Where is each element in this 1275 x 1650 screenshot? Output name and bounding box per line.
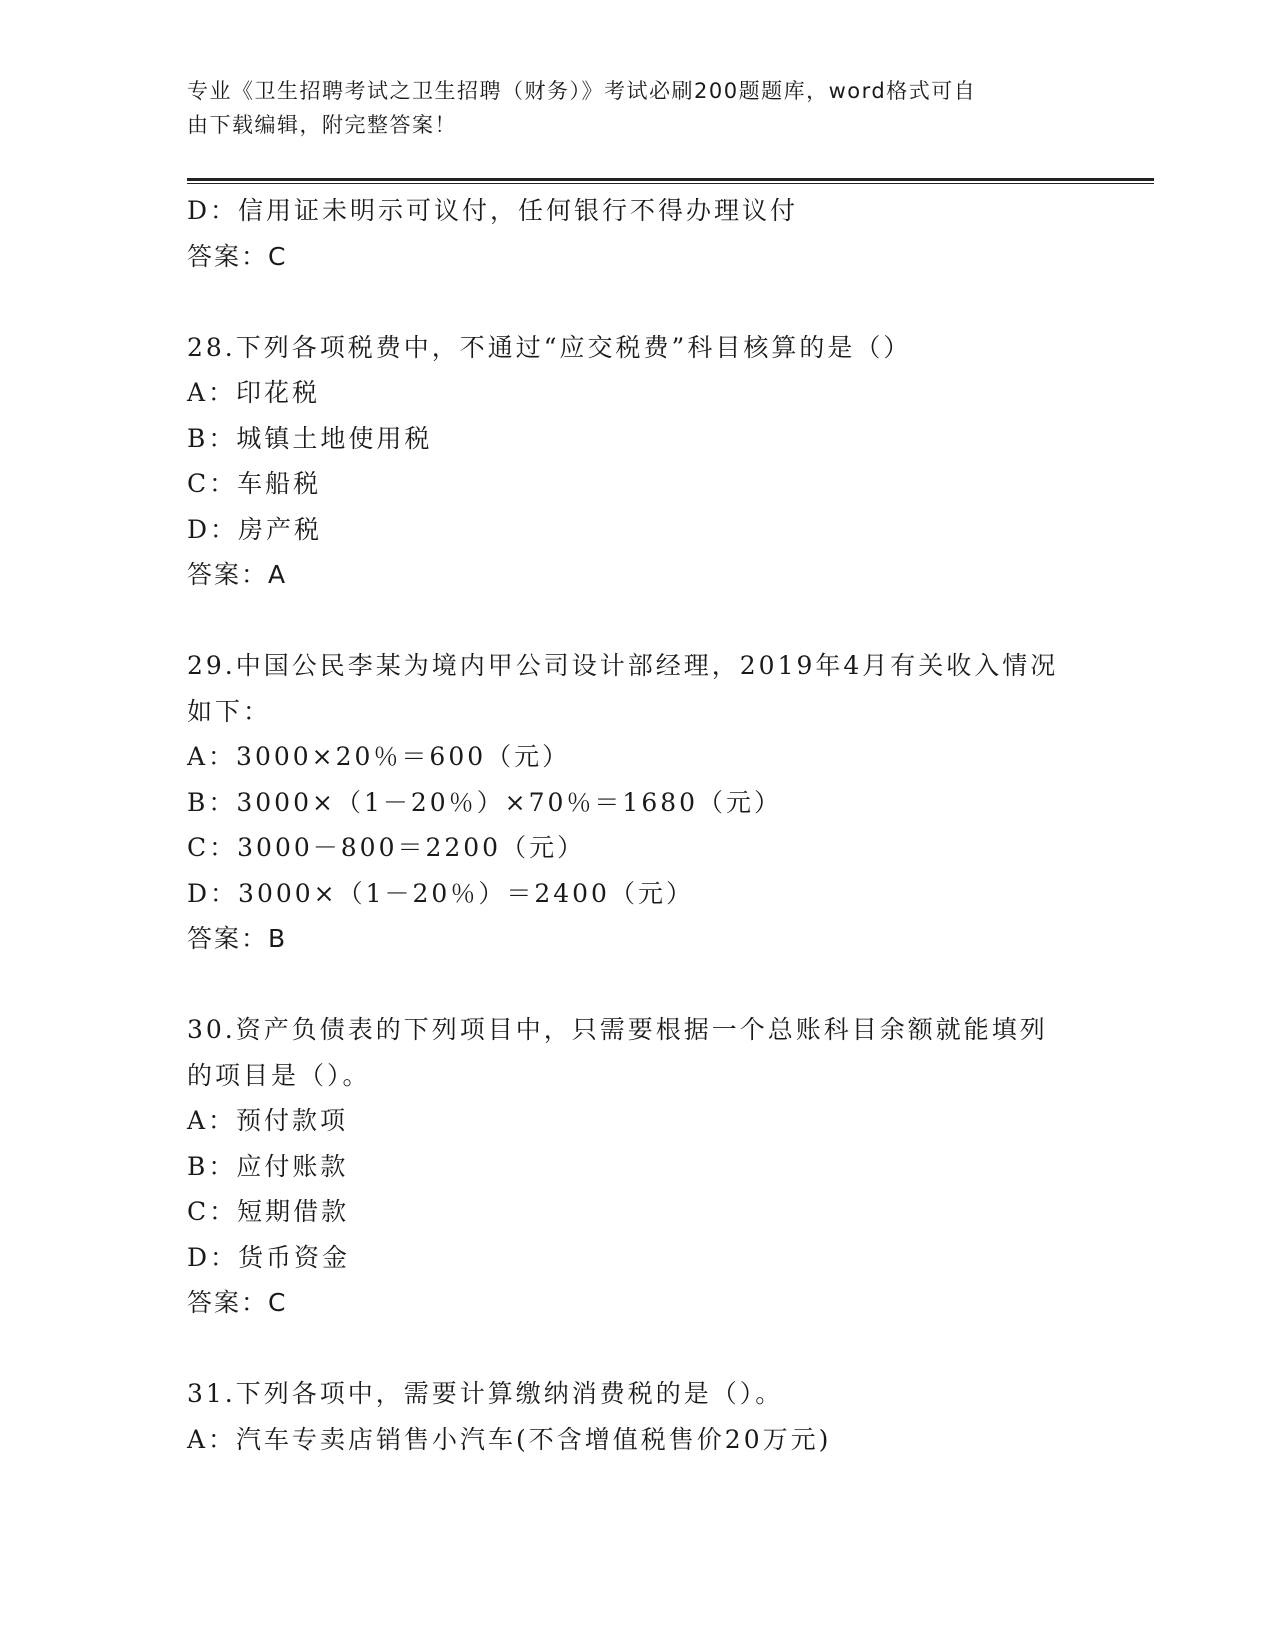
answer-key: 答案：C [187,1288,288,1317]
answer-key: 答案：A [187,560,288,589]
answer-option: A：汽车专卖店销售小汽车(不含增值税售价20万元) [187,1424,832,1454]
answer-option: D：货币资金 [187,1242,351,1272]
spacer [187,598,1087,644]
answer-option: C：3000－800＝2200（元） [187,833,586,862]
header-line-2: 由下载编辑，附完整答案！ [187,113,457,137]
header-line-1: 专业《卫生招聘考试之卫生招聘（财务）》考试必刷200题题库，word格式可自 [187,79,977,103]
answer-option: C：短期借款 [187,1197,350,1226]
question-list [187,325,1087,1463]
question-stem: 29.中国公民李某为境内甲公司设计部经理，2019年4月有关收入情况 [187,651,1059,680]
spacer [187,962,1087,1008]
spacer [187,1326,1087,1372]
question-block [187,1007,1087,1371]
question-stem: 28.下列各项税费中，不通过“应交税费”科目核算的是（） [187,332,912,362]
answer-option: A：印花税 [187,378,321,407]
answer-option: C：车船税 [187,469,322,498]
answer-option: B：城镇土地使用税 [187,423,433,453]
prev-answer: 答案：C [187,241,288,271]
answer-option: B：应付账款 [187,1151,349,1181]
page-header [187,74,1087,142]
answer-key: 答案：B [187,924,288,953]
prev-option-d: D：信用证未明示可议付，任何银行不得办理议付 [187,196,799,225]
question-stem: 的项目是（）。 [187,1060,371,1090]
document-body [187,188,1087,1462]
question-stem: 如下： [187,696,272,726]
question-block [187,1371,1087,1462]
spacer [187,279,1087,325]
question-stem: 30.资产负债表的下列项目中，只需要根据一个总账科目余额就能填列 [187,1015,1048,1044]
question-block [187,643,1087,1007]
question-stem: 31.下列各项中，需要计算缴纳消费税的是（）。 [187,1379,784,1408]
answer-option: A：预付款项 [187,1106,349,1135]
answer-option: D：房产税 [187,514,323,544]
answer-option: D：3000×（1－20％）＝2400（元） [187,878,694,908]
question-block [187,325,1087,644]
answer-option: A：3000×20％＝600（元） [187,742,571,771]
header-divider [187,178,1154,184]
answer-option: B：3000×（1－20％）×70％＝1680（元） [187,787,783,817]
